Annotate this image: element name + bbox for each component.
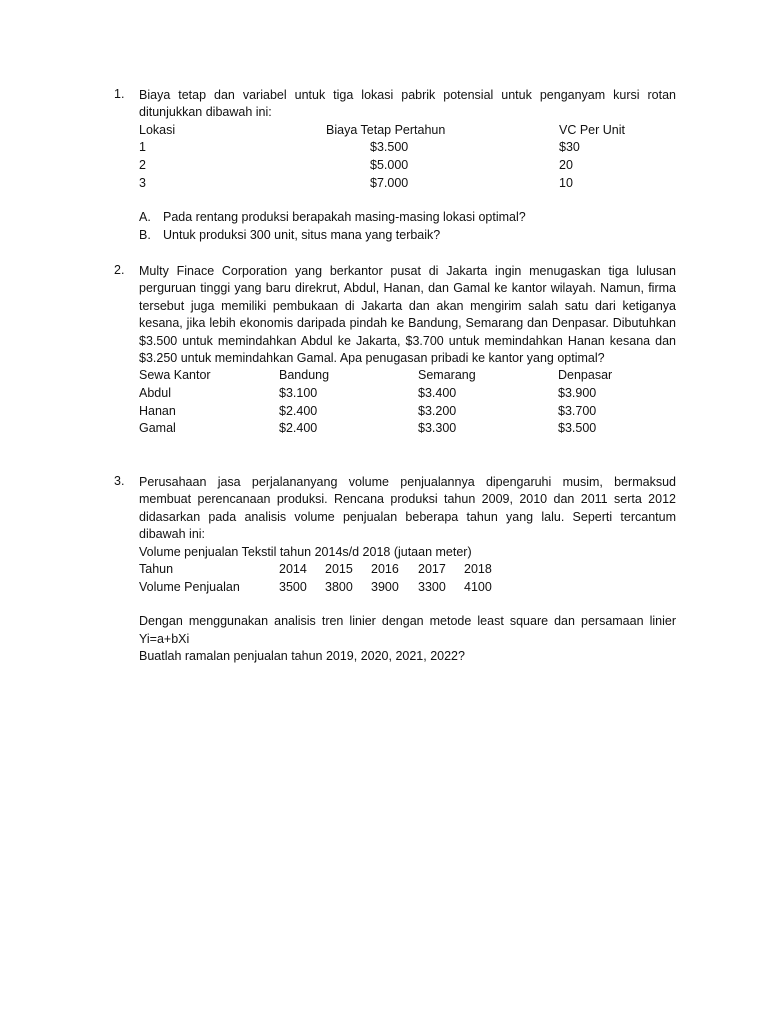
table-title bbox=[139, 544, 676, 562]
table-cell: 10 bbox=[559, 175, 573, 190]
sales-table bbox=[139, 561, 676, 596]
table-cell: Abdul bbox=[139, 386, 171, 401]
cost-table bbox=[139, 122, 676, 192]
question-number: 2. bbox=[114, 263, 125, 277]
question-number: 3. bbox=[114, 474, 125, 488]
table-cell: 20 bbox=[559, 158, 573, 172]
options-list bbox=[139, 209, 676, 244]
option-a bbox=[139, 209, 676, 227]
table-header: Denpasar bbox=[558, 368, 613, 383]
table-cell: $3.500 bbox=[558, 421, 597, 436]
table-row bbox=[139, 139, 676, 157]
table-header: Semarang bbox=[418, 368, 476, 383]
table-cell: Hanan bbox=[139, 403, 176, 418]
table-cell: 3800 bbox=[325, 579, 353, 594]
table-row bbox=[139, 403, 676, 421]
table-row bbox=[139, 420, 676, 438]
table-header: Lokasi bbox=[139, 122, 176, 137]
option-text: Untuk produksi 300 unit, situs mana yang terbaik? bbox=[163, 227, 441, 242]
table-header: VC Per Unit bbox=[559, 122, 625, 137]
table-cell: Gamal bbox=[139, 421, 176, 436]
table-cell: $3.400 bbox=[418, 386, 457, 401]
option-letter: A. bbox=[139, 210, 151, 225]
table-header: Bandung bbox=[279, 368, 330, 383]
method-text: Dengan menggunakan analisis tren linier dengan metode least square dan persamaan linier Yi=a+bXi bbox=[139, 614, 676, 646]
table-cell: Volume Penjualan bbox=[139, 579, 240, 594]
question-text: Biaya tetap dan variabel untuk tiga lokasi pabrik potensial untuk penganyam kursi rotan ditunjukkan dibawah ini: bbox=[139, 88, 676, 120]
table-cell: $3.200 bbox=[418, 403, 457, 418]
table-title-text: Volume penjualan Tekstil tahun 2014s/d 2018 (jutaan meter) bbox=[139, 544, 472, 559]
table-cell: 1 bbox=[139, 140, 146, 155]
table-cell: 4100 bbox=[464, 579, 492, 594]
table-cell: $30 bbox=[559, 140, 580, 155]
table-cell: 2015 bbox=[325, 562, 353, 577]
table-cell: $3.900 bbox=[558, 386, 597, 401]
rent-table bbox=[139, 367, 676, 437]
table-cell: 2018 bbox=[464, 562, 492, 577]
table-cell: $7.000 bbox=[370, 175, 409, 190]
table-cell: 2014 bbox=[279, 562, 307, 577]
table-cell: 3 bbox=[139, 175, 146, 190]
table-cell: 3300 bbox=[418, 579, 446, 594]
table-cell: Tahun bbox=[139, 562, 174, 577]
table-row bbox=[139, 157, 676, 175]
table-header: Sewa Kantor bbox=[139, 368, 211, 383]
option-letter: B. bbox=[139, 227, 151, 242]
table-cell: $3.100 bbox=[279, 386, 318, 401]
table-cell: $2.400 bbox=[279, 403, 318, 418]
table-cell: $2.400 bbox=[279, 421, 318, 436]
table-cell: 3500 bbox=[279, 579, 307, 594]
question-text: Perusahaan jasa perjalananyang volume penjualannya dipengaruhi musim, bermaksud membuat perencanaan produksi. Rencana produksi tahun 2009, 2010 dan 2011 serta 2012 didasarkan pada analisis volume penjualan beberapa tahun yang lalu. Seperti tercantum dibawah ini: bbox=[139, 475, 676, 542]
table-row bbox=[139, 579, 676, 597]
table-cell: $3.700 bbox=[558, 403, 597, 418]
table-cell: 2017 bbox=[418, 562, 446, 577]
table-cell: 2 bbox=[139, 158, 146, 172]
table-row bbox=[139, 385, 676, 403]
table-cell: $3.300 bbox=[418, 421, 457, 436]
question-text: Multy Finace Corporation yang berkantor pusat di Jakarta ingin menugaskan tiga lulusan perguruan tinggi yang baru direkrut, Abdul, Hanan, dan Gamal ke kantor wilayah. Namun, firma tersebut juga memiliki pembukaan di Jakarta dan akan mengirim salah satu dari ketiganya kesana, jika lebih ekonomis daripada pindah ke Bandung, Semarang dan Denpasar. Dibutuhkan $3.500 untuk memindahkan Abdul ke Jakarta, $3.700 untuk memindahkan Hanan kesana dan $3.250 untuk memindahkan Gamal. Apa penugasan pribadi ke kantor yang optimal? bbox=[139, 264, 676, 366]
table-cell: $5.000 bbox=[370, 158, 409, 172]
table-cell: 2016 bbox=[371, 562, 399, 577]
table-cell: 3900 bbox=[371, 579, 399, 594]
table-cell: $3.500 bbox=[370, 140, 409, 155]
instruction-text: Buatlah ramalan penjualan tahun 2019, 2020, 2021, 2022? bbox=[139, 649, 465, 664]
option-text: Pada rentang produksi berapakah masing-masing lokasi optimal? bbox=[163, 210, 526, 225]
table-row bbox=[139, 175, 676, 193]
table-header-row bbox=[139, 122, 676, 140]
question-number: 1. bbox=[114, 87, 125, 101]
option-b bbox=[139, 227, 676, 245]
table-header: Biaya Tetap Pertahun bbox=[326, 122, 446, 137]
table-row bbox=[139, 561, 676, 579]
table-header-row bbox=[139, 367, 676, 385]
